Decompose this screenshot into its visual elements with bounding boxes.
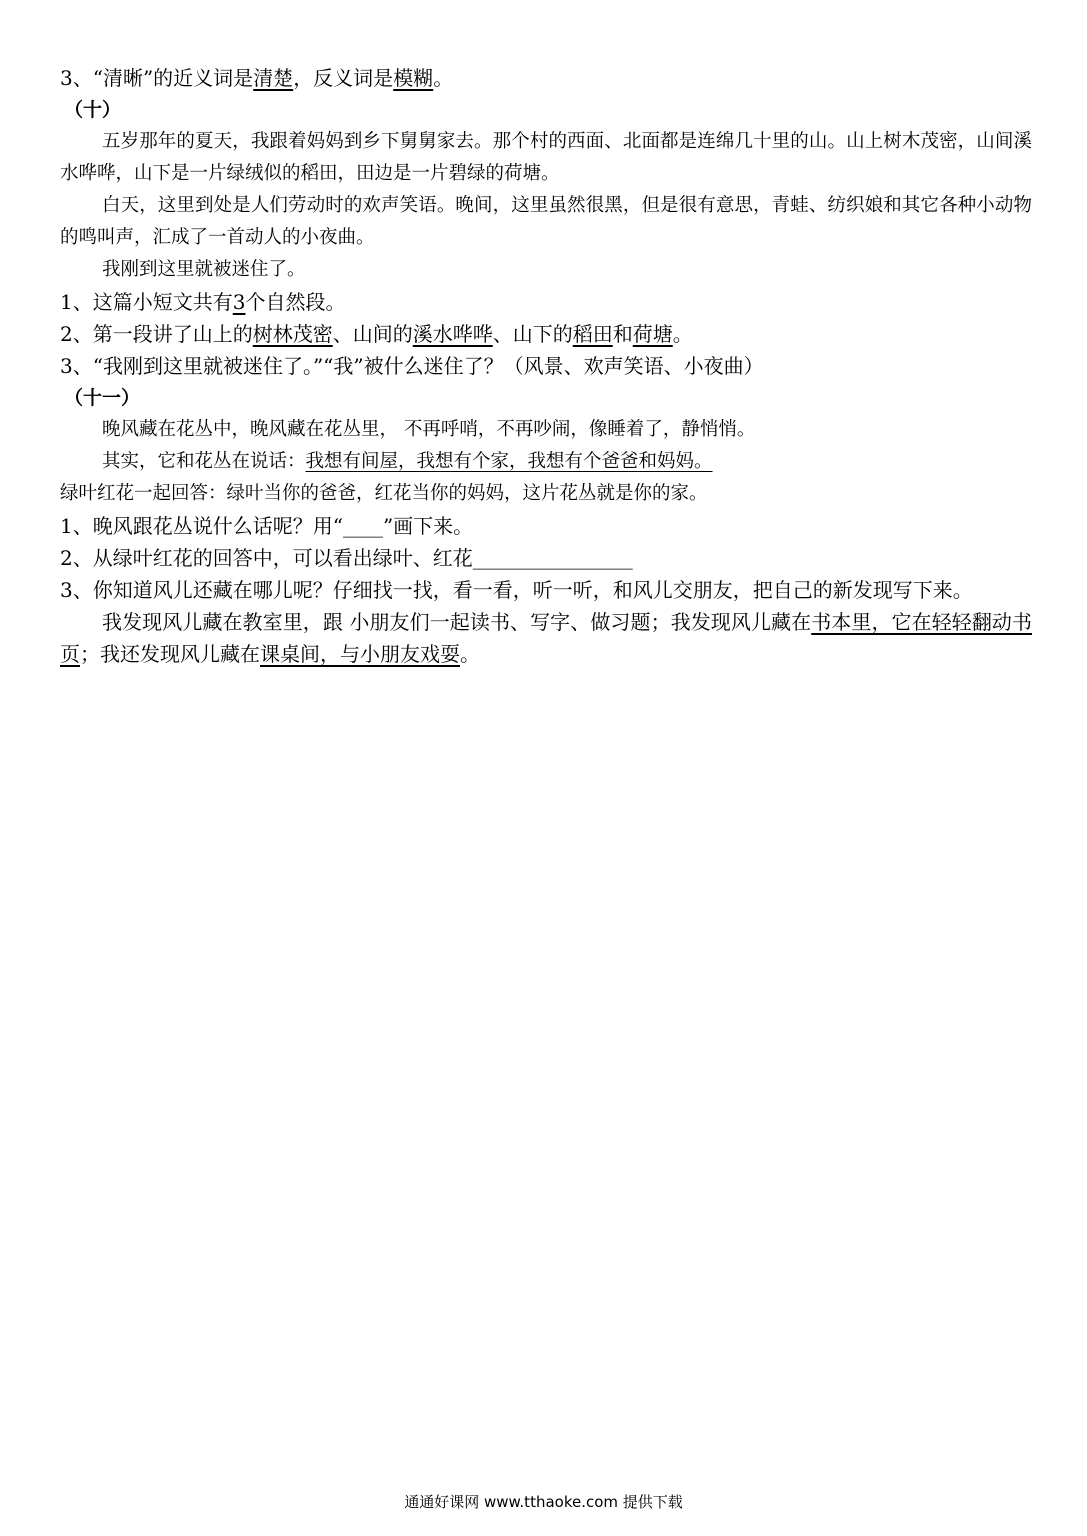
synonym-answer: 清楚 [253,66,294,90]
answer-text: 荷塘 [632,322,673,346]
section-11-paragraph-3: 绿叶红花一起回答：绿叶当你的爸爸，红花当你的妈妈，这片花丛就是你的家。 [60,483,708,504]
section-10-question-2 [60,318,1032,350]
q9-item3-text: 。 [433,66,454,90]
answer-text: 溪水哗哗 [412,322,493,346]
section-10-heading: （十） [64,99,122,121]
section-11-paragraph-1: 晚风藏在花丛中，晚风藏在花丛里， 不再呼哨，不再吵闹，像睡着了，静悄悄。 [102,419,756,440]
answer-text: ；我还发现风儿藏在 [80,642,260,666]
page-footer: 通通好课网 www.tthaoke.com 提供下载 [404,1493,683,1511]
question-text: 、山间的 [332,322,413,346]
question-text: 1、这篇小短文共有 [60,290,233,314]
answer-text: 我发现风儿藏在教室里，跟 小朋友们一起读书、写字、做习题；我发现风儿藏在 [102,610,812,634]
section-11-paragraph-2 [60,446,1032,478]
answer-text: 3 [232,290,246,314]
question-text: 和 [612,322,633,346]
underlined-sentence: 我想有间屋，我想有个家，我想有个爸爸和妈妈。 [305,451,713,472]
question-text: 、山下的 [492,322,573,346]
answer-text: 。 [460,642,480,666]
section-11-question-1: 1、晚风跟花丛说什么话呢？用“____”画下来。 [60,514,474,538]
question-text: 2、第一段讲了山上的 [60,322,253,346]
section-11-question-3: 3、你知道风儿还藏在哪儿呢？仔细找一找，看一看，听一听，和风儿交朋友，把自己的新发现写下来。 [60,578,973,602]
section-11-answer [60,606,1032,670]
paragraph-text: 其实，它和花丛在说话： [102,451,306,472]
antonym-answer: 模糊 [393,66,434,90]
underlined-answer: 书本里，它在轻轻翻动书页 [60,610,1033,666]
section-10-question-1 [60,286,1032,318]
section-10-paragraph-2: 白天，这里到处是人们劳动时的欢声笑语。晚间，这里虽然很黑，但是很有意思，青蛙、纺织娘和其它各种小动物的鸣叫声，汇成了一首动人的小夜曲。 [60,195,1032,248]
underlined-answer: 课桌间，与小朋友戏耍 [260,642,460,666]
question-text: 。 [672,322,693,346]
section-11-heading: （十一） [64,387,141,409]
section-10-paragraph-3: 我刚到这里就被迷住了。 [102,259,306,280]
q9-item3-text: ，反义词是 [293,66,394,90]
answer-text: 稻田 [572,322,613,346]
q9-item3-text: 3、“清晰”的近义词是 [60,66,254,90]
question-text: 个自然段。 [245,290,346,314]
section-10-paragraph-1: 五岁那年的夏天，我跟着妈妈到乡下舅舅家去。那个村的西面、北面都是连绵几十里的山。山上树木茂密，山间溪水哗哗，山下是一片绿绒似的稻田，田边是一片碧绿的荷塘。 [60,131,1032,184]
q9-item3 [60,62,1032,94]
answer-text: 树林茂密 [252,322,333,346]
section-11-question-2: 2、从绿叶红花的回答中，可以看出绿叶、红花________________ [60,546,633,570]
worksheet-page [60,62,1032,670]
section-10-question-3: 3、“我刚到这里就被迷住了。”“我”被什么迷住了？（风景、欢声笑语、小夜曲） [60,354,764,378]
